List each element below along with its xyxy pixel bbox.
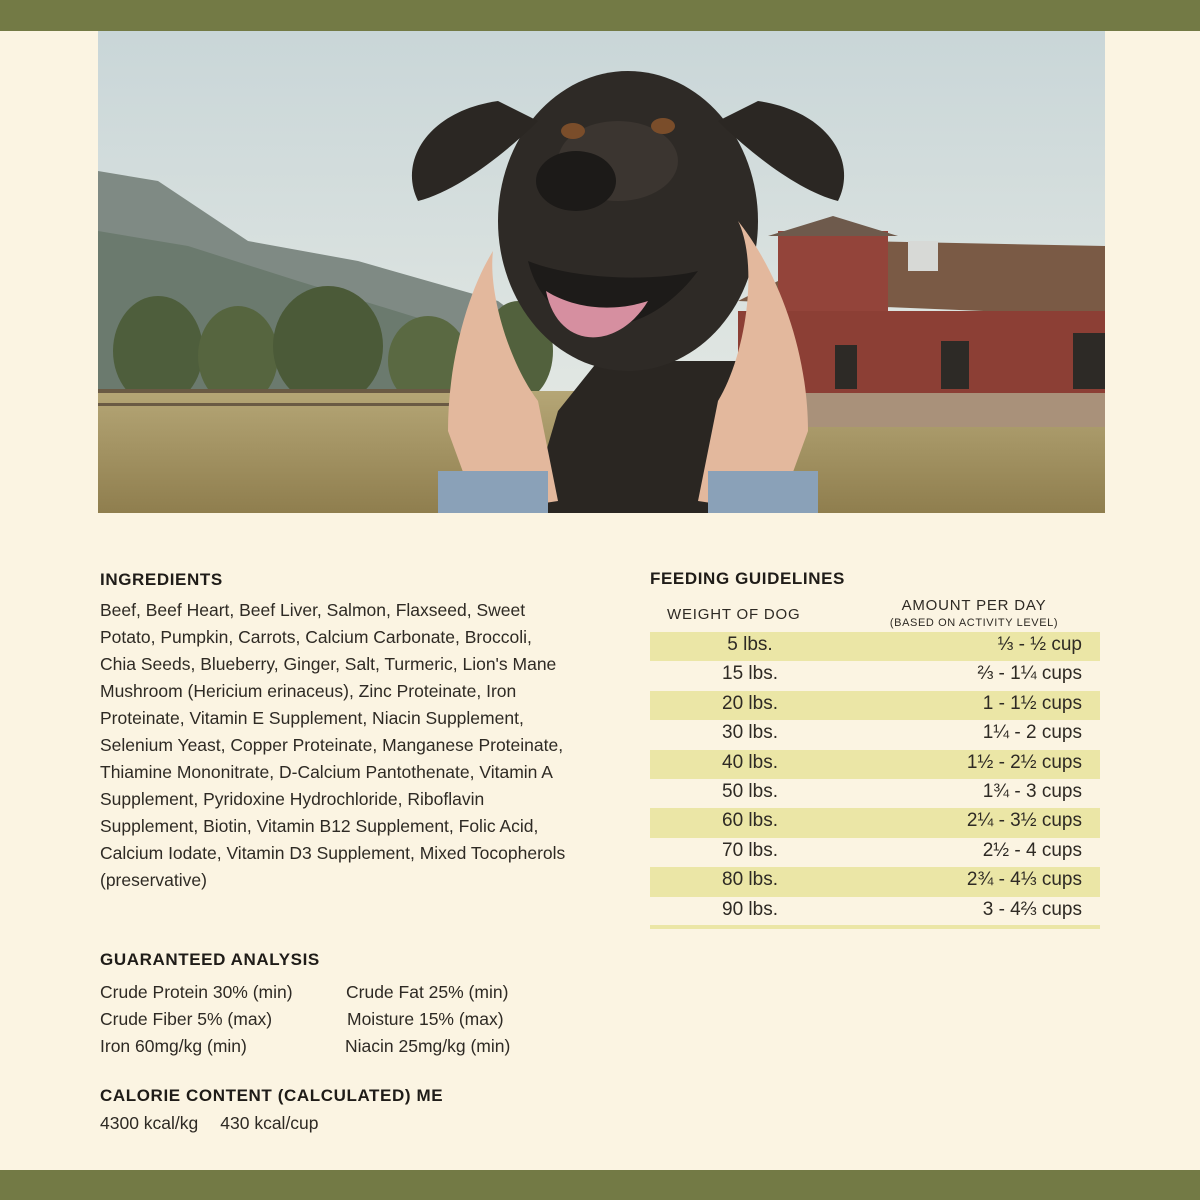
ingredients-heading: INGREDIENTS <box>100 570 223 589</box>
feeding-weight: 80 lbs. <box>722 869 778 891</box>
feeding-row <box>650 867 1100 896</box>
calorie-values <box>100 1113 319 1134</box>
top-band <box>0 0 1200 31</box>
feeding-row <box>650 897 1100 926</box>
feeding-weight: 15 lbs. <box>722 663 778 685</box>
feeding-row <box>650 691 1100 720</box>
feeding-amount: 2½ - 4 cups <box>982 839 1082 861</box>
feeding-amount: 2¾ - 4⅓ cups <box>966 869 1082 891</box>
feeding-amount: 3 - 4⅔ cups <box>982 898 1082 920</box>
feeding-weight: 40 lbs. <box>722 751 778 773</box>
feeding-weight: 30 lbs. <box>722 722 778 744</box>
feeding-weight: 20 lbs. <box>722 692 778 714</box>
feeding-amount: 1¼ - 2 cups <box>982 722 1082 744</box>
feeding-amount: 1½ - 2½ cups <box>966 751 1082 773</box>
feeding-weight: 50 lbs. <box>722 780 778 802</box>
feeding-table <box>650 632 1100 926</box>
feeding-amount: ⅔ - 1¼ cups <box>977 663 1082 685</box>
analysis-left-value: Crude Protein 30% (min) <box>100 982 293 1002</box>
feeding-row <box>650 720 1100 749</box>
feeding-amount: ⅓ - ½ cup <box>997 634 1082 655</box>
feeding-row <box>650 838 1100 867</box>
calorie-per-kg: 4300 kcal/kg <box>100 1113 199 1133</box>
feeding-weight: 90 lbs. <box>722 898 778 920</box>
analysis-heading: GUARANTEED ANALYSIS <box>100 950 320 969</box>
feeding-amount: 2¼ - 3½ cups <box>966 810 1082 832</box>
calorie-per-cup: 430 kcal/cup <box>220 1113 319 1133</box>
feeding-row <box>650 808 1100 837</box>
feeding-row <box>650 750 1100 779</box>
feeding-amount: 1¾ - 3 cups <box>982 780 1082 802</box>
ingredients-text: Beef, Beef Heart, Beef Liver, Salmon, Flaxseed, Sweet Potato, Pumpkin, Carrots, Calcium Carbonate, Broccoli, Chia Seeds, Blueberry, Ginger, Salt, Turmeric, Lion's Mane Mushroom (Hericium erinaceus), Zinc Proteinate, Iron Proteinate, Vitamin E Supplement, Niacin Supplement, Selenium Yeast, Copper Proteinate, Manganese Proteinate, Thiamine Mononitrate, D-Calcium Pantothenate, Vitamin A Supplement, Pyridoxine Hydrochloride, Riboflavin Supplement, Biotin, Vitamin B12 Supplement, Folic Acid, Calcium Iodate, Vitamin D3 Supplement, Mixed Tocopherols (preservative) <box>100 600 566 890</box>
feeding-amount: 1 - 1½ cups <box>982 692 1082 714</box>
feeding-heading: FEEDING GUIDELINES <box>650 569 845 588</box>
calorie-heading: CALORIE CONTENT (CALCULATED) ME <box>100 1086 444 1105</box>
analysis-right-value: Niacin 25mg/kg (min) <box>345 1036 511 1056</box>
feeding-row <box>650 661 1100 690</box>
weight-column-header: WEIGHT OF DOG <box>667 606 801 623</box>
analysis-left-value: Crude Fiber 5% (max) <box>100 1009 273 1029</box>
feeding-weight: 60 lbs. <box>722 810 778 832</box>
amount-column-subheader: (BASED ON ACTIVITY LEVEL) <box>889 617 1059 629</box>
dog-photo <box>98 31 1105 513</box>
feeding-row <box>650 779 1100 808</box>
bottom-band <box>0 1170 1200 1200</box>
feeding-weight: 70 lbs. <box>722 839 778 861</box>
analysis-left-value: Iron 60mg/kg (min) <box>100 1036 247 1056</box>
analysis-right-value: Crude Fat 25% (min) <box>346 982 509 1002</box>
feeding-table-bottom-rule <box>650 925 1100 929</box>
feeding-weight: 5 lbs. <box>727 634 773 655</box>
amount-column-header: AMOUNT PER DAY <box>901 597 1047 614</box>
feeding-row <box>650 632 1100 661</box>
analysis-right-value: Moisture 15% (max) <box>347 1009 504 1029</box>
